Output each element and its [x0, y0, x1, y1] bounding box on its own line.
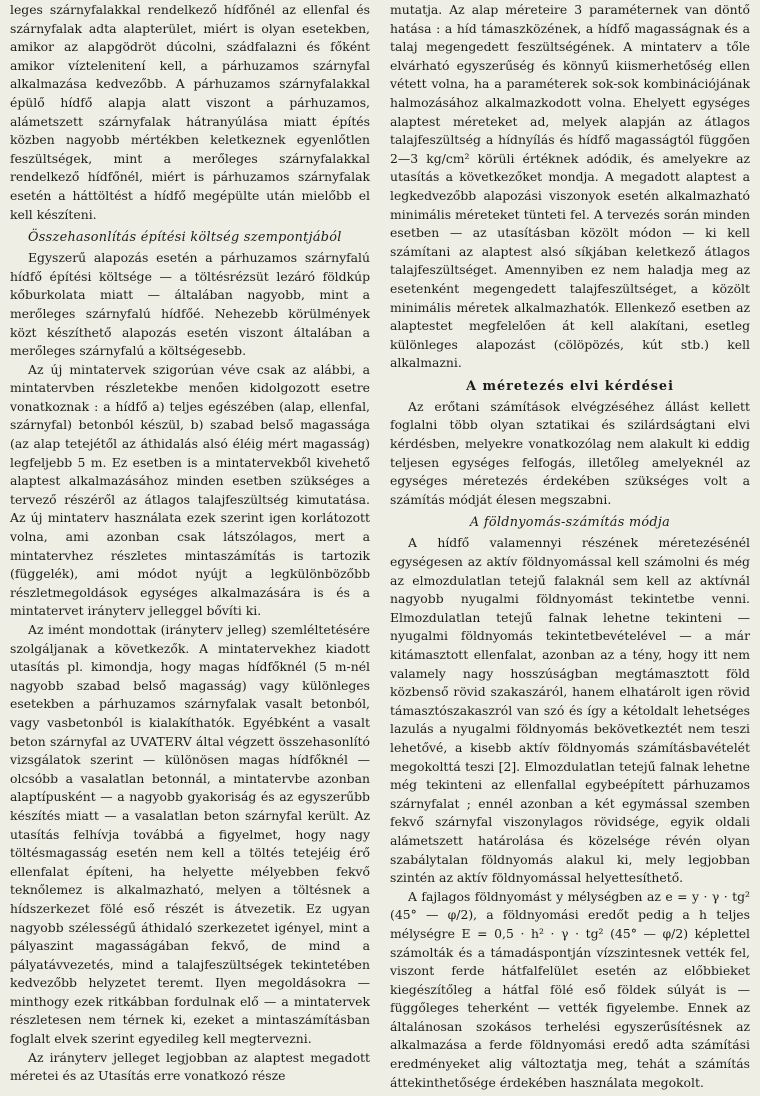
- right-column: [390, 0, 750, 1092]
- section-heading: A földnyomás-számítás módja: [469, 515, 671, 531]
- section-heading: Összehasonlítás építési költség szempontjából: [28, 230, 342, 246]
- paragraph: leges szárnyfalakkal rendelkező hídfőnél az ellenfal és szárnyfalak adta alapterület, miért is olyan esetekben, amikor az alapgödröt dúcolni, szádfalazni és főként amikor víztelenitení kell, a párhuzamos szárnyfal alkalmazása kedvezőbb. A párhuzamos szárnyfalakkal épülő hídfő alapja alatt viszont a párhuzamos, alámetszett szárnyfalak hátranyúlása miatt építés közben nagyobb mértékben keletkeznek egyenlőtlen feszültségek, mint a merőleges szárnyfalakkal rendelkező hídfőnél, miért is párhuzamos szárnyfalak esetén a háttöltést a hídfő megépülte után mielőbb el kell készíteni.: [10, 2, 370, 222]
- left-column: [10, 0, 370, 1086]
- paragraph: mutatja. Az alap méreteire 3 paraméternek van döntő hatása : a híd támaszközének, a hídfő magasságnak és a talaj megengedett feszültségének. A mintaterv a tőle elvárható egyszerűség és könnyű kiismerhetőség ellen vétett volna, ha a paraméterek sok-sok kombinációjának halmozásához alkalmazkodott volna. Ehelyett egységes alaptest méreteket ad, melyek alapján az átlagos talajfeszültség a hídnyílás és hídfő magasságtól függően 2—3 kg/cm² körüli értéknek adódik, és amelyekre az utasítás a következőket mondja. A megadott alaptest a legkedvezőbb alapozási viszonyok esetén alkalmazható minimális méreteket tünteti fel. A tervezés során minden esetben — az utasításban közölt módon — ki kell számítani az alaptest alsó síkjában keletkező átlagos talajfeszültséget. Amennyiben ez nem haladja meg az esetenként megengedett talajfeszültséget, a közölt minimális méretek alkalmazhatók. Ellenkező esetben az alaptestet megfelelően át kell alakítani, esetleg különleges alapozást (cölöpözés, kút stb.) kell alkalmazni.: [390, 2, 750, 371]
- paragraph: Az irányterv jelleget legjobban az alaptest megadott méretei és az Utasítás erre vonatkozó része: [10, 1049, 370, 1084]
- paragraph: A fajlagos földnyomást y mélységben az e = y · γ · tg² (45° — φ/2), a földnyomási eredőt pedig a h teljes mélységre E = 0,5 · h² · γ · tg² (45° — φ/2) képlettel számolták és a támadáspontján vízszintesnek vették fel, viszont ferde hátfalfelület esetén az előbbieket kiegészítőleg a hátfal fölé eső földek súlyát is — függőleges teherként — vették figyelembe. Ennek az általánosan szokásos terhelési egyszerűsítésnek az alkalmazása a ferde földnyomási eredő adta számítási eredményeket alig változtatja meg, tehát a számítás áttekinthetősége érdekében használata megokolt.: [390, 888, 750, 1090]
- paragraph: Az új mintatervek szigorúan véve csak az alábbi, a mintatervben részletekbe menően kidolgozott esetre vonatkoznak : a hídfő a) teljes egészében (alap, ellenfal, szárnyfal) betonból készül, b) szabad belső magassága (az alap tetejétől az áthidalás alsó éléig mért magasság) legfeljebb 5 m. Ez esetben is a mintatervekből kivehető alaptest alkalmazásához minden esetben szükséges a tervező részéről az átlagos talajfeszültség kimutatása. Az új mintaterv használata ezek szerint igen korlátozott volna, ami azonban csak látszólagos, mert a mintatervhez részletes mintaszámítás is tartozik (függelék), ami módot nyújt a legkülönbözőbb részletmegoldások egységes alkalmazására is és a mintatervet irányterv jelleggel bővíti ki.: [10, 361, 370, 619]
- paragraph: A hídfő valamennyi részének méretezésénél egységesen az aktív földnyomással kell számolni és még az elmozdulatlan tetejű falaknál sem kell az aktívnál nagyobb nyugalmi földnyomást tekintetbe venni. Elmozdulatlan tetejű falnak lehetne tekinteni — nyugalmi földnyomás tekintetbevételével — a már kitámasztott ellenfalat, azonban az a tény, hogy itt nem valamely nagy hosszúságban megtámasztott föld közbenső rövid szakaszáról, hanem elhatárolt igen rövid támasztószakaszról van szó és így a kétoldalt lehetséges lazulás a nyugalmi földnyomás bekövetkeztét nem teszi lehetővé, a kisebb aktív földnyomás számításbavételét megokolttá teszi [2]. Elmozdulatlan tetejű falnak lehetne még tekinteni az ellenfallal egybeépített párhuzamos szárnyfalat ; ennél azonban a két egymással szemben fekvő szárnyfal viszonylagos rövidsége, egyik oldali alámetszett határolása és közelsége révén olyan szabálytalan földnyomás alakul ki, mely legjobban szintén az aktív földnyomással helyettesíthető.: [390, 535, 750, 886]
- paragraph: Az imént mondottak (irányterv jelleg) szemléltetésére szolgáljanak a következők. A mintatervekhez kiadott utasítás pl. kimondja, hogy magas hídfőknél (5 m-nél nagyobb szabad belső magasság) vagy különleges esetekben a párhuzamos szárnyfalak vasalt betonból, vagy vasbetonból is kialakíthatók. Egyébként a vasalt beton szárnyfal az UVATERV által végzett összehasonlító vizsgálatok szerint — különösen magas hídfőknél — olcsóbb a vasalatlan betonnál, a mintatervbe azonban alaptípusként — a nagyobb gyakoriság és az egyszerűbb készítés miatt — a vasalatlan beton szárnyfal került. Az utasítás felhívja továbbá a figyelmet, hogy nagy töltésmagasság esetén nem kell a töltés tetejéig érő ellenfalat építeni, ha helyette mélyebben fekvő teknőlemez is alkalmazható, melyen a töltésnek a hídszerkezet fölé eső részét is átvezetik. Ez ugyan nagyobb szélességű áthidaló szerkezetet igényel, mint a pályaszint magasságában fekvő, de mind a pályatávvezetés, mind a talajfeszültségek tekintetében kedvezőbb helyzetet teremt. Ilyen megoldásokra — minthogy ezek ritkábban fordulnak elő — a mintatervek részletesen nem térnek ki, ezeket a mintaszámításban foglalt elvek szerint egyedileg kell megtervezni.: [10, 622, 370, 1047]
- paragraph: Az erőtani számítások elvégzéséhez állást kellett foglalni több olyan sztatikai és szilárdságtani elvi kérdésben, melyekre vonatkozólag nem alakult ki eddig teljesen egységes felfogás, illetőleg amelyeknél az egységes méretezés érdekében szükséges volt a számítás módját élesen megszabni.: [390, 398, 750, 507]
- section-heading: A méretezés elvi kérdései: [466, 378, 674, 394]
- paragraph: Egyszerű alapozás esetén a párhuzamos szárnyfalú hídfő építési költsége — a töltésrézsüt lezáró földkúp kőburkolata miatt — általában nagyobb, mint a merőleges szárnyfalú hídfőé. Nehezebb körülmények közt készíthető alapozás esetén viszont általában a merőleges szárnyfalú a költségesebb.: [10, 250, 370, 359]
